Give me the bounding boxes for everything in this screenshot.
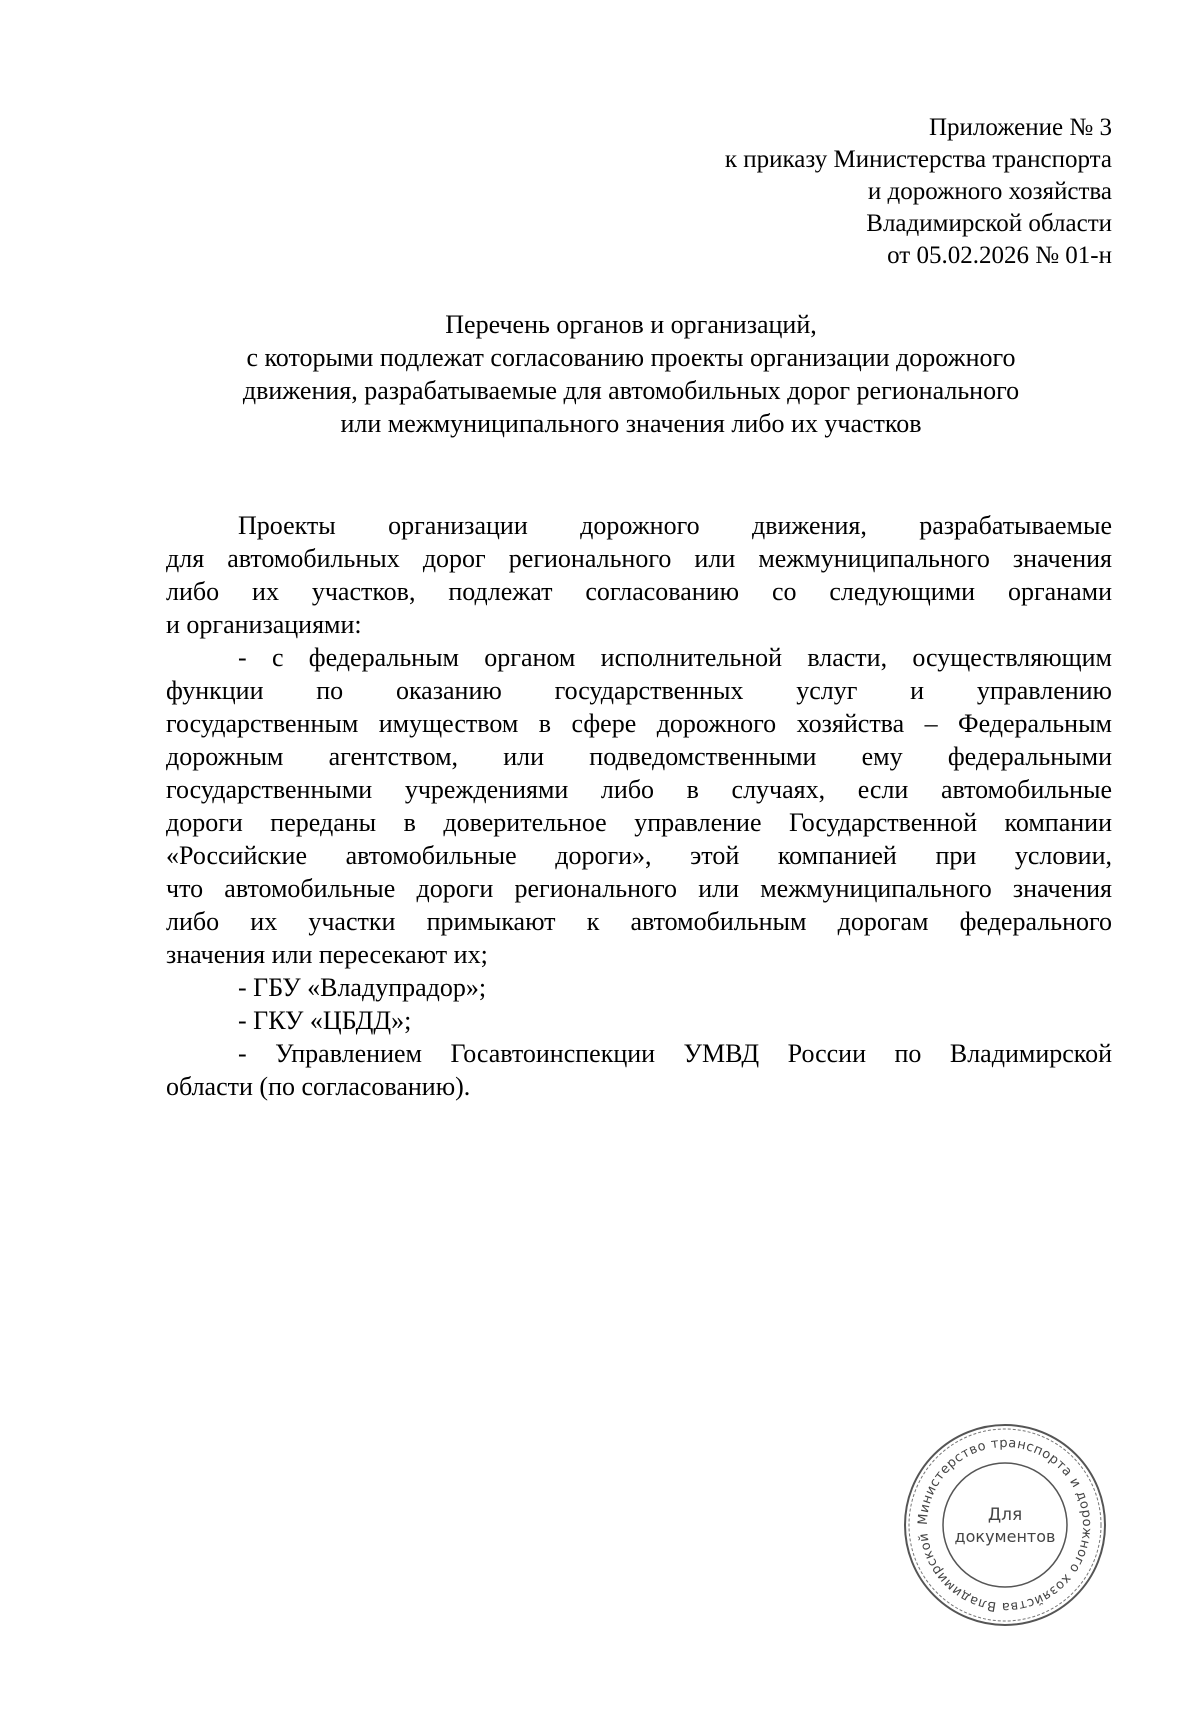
body-line: - Управлением Госавтоинспекции УМВД России по Владимирской — [238, 1039, 1112, 1068]
body-line: государственными учреждениями либо в случаях, если автомобильные — [166, 775, 1112, 804]
body-line: государственным имуществом в сфере дорожного хозяйства – Федеральным — [166, 709, 1112, 738]
stamp-ring-text: Министерство транспорта и дорожного хозяйства Владимирской — [915, 1435, 1095, 1615]
body-line: для автомобильных дорог регионального или межмуниципального значения — [166, 544, 1112, 573]
body-line: «Российские автомобильные дороги», этой компанией при условии, — [166, 841, 1112, 870]
body-line: функции по оказанию государственных услуг и управлению — [166, 676, 1112, 705]
title-line: Перечень органов и организаций, — [445, 310, 817, 339]
body-line: значения или пересекают их; — [166, 940, 488, 969]
body-line: - с федеральным органом исполнительной власти, осуществляющим — [238, 643, 1112, 672]
body-line: Проекты организации дорожного движения, разрабатываемые — [238, 511, 1112, 540]
list-item-vladupravdor: - ГБУ «Владупрадор»; — [238, 973, 487, 1002]
title-line: или межмуниципального значения либо их участков — [340, 409, 922, 438]
list-item-federal-agency — [166, 641, 1112, 971]
stamp-seal-icon — [900, 1420, 1110, 1630]
list-item-cbdd: - ГКУ «ЦБДД»; — [238, 1006, 412, 1035]
body-line: дорожным агентством, или подведомственными ему федеральными — [166, 742, 1112, 771]
body-line: дороги переданы в доверительное управление Государственной компании — [166, 808, 1112, 837]
intro-paragraph — [166, 509, 1112, 641]
body-line: и организациями: — [166, 610, 362, 639]
document-body — [166, 509, 1112, 1103]
body-line: области (по согласованию). — [166, 1072, 471, 1101]
body-line: что автомобильные дороги регионального или межмуниципального значения — [166, 874, 1112, 903]
body-line: либо их участки примыкают к автомобильным дорогам федерального — [166, 907, 1112, 936]
document-title — [150, 308, 1112, 440]
list-item-traffic-police — [166, 1037, 1112, 1103]
attachment-number: Приложение № 3 — [928, 114, 1112, 141]
body-line: либо их участков, подлежат согласованию со следующими органами — [166, 577, 1112, 606]
stamp-center-line: Для — [987, 1505, 1023, 1525]
attachment-header — [552, 112, 1112, 272]
attachment-order-ref: к приказу Министерства транспорта — [724, 146, 1112, 173]
official-stamp — [900, 1420, 1110, 1630]
attachment-region: Владимирской области — [866, 210, 1112, 237]
title-line: движения, разрабатываемые для автомобильных дорог регионального — [242, 376, 1020, 405]
stamp-center-line: документов — [954, 1527, 1056, 1546]
attachment-ministry: и дорожного хозяйства — [867, 178, 1112, 205]
attachment-date-number: от 05.02.2026 № 01-н — [887, 242, 1112, 269]
title-line: с которыми подлежат согласованию проекты организации дорожного — [246, 343, 1016, 372]
